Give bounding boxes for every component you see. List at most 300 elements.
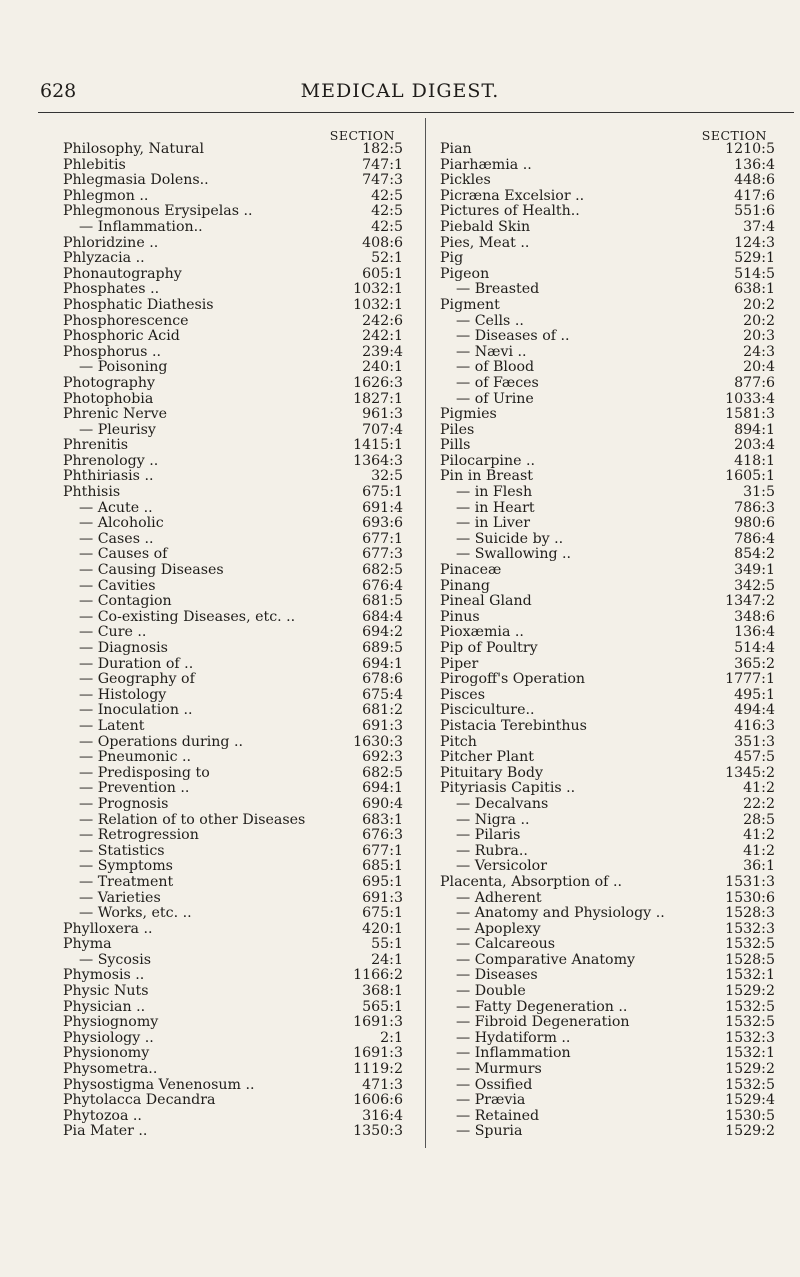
index-entry [63,735,403,751]
index-entry [63,813,403,829]
index-entry [440,236,775,252]
index-entry [63,532,403,548]
section-reference: 1529:2 [725,1123,775,1140]
index-entry [440,953,775,969]
section-reference: 681:5 [362,593,403,610]
section-reference: 1532:3 [725,920,775,937]
index-entry [63,688,403,704]
index-entry [440,158,775,174]
index-term: — Duration of .. [79,656,194,672]
index-term: — Cases .. [79,531,154,547]
section-reference: 1531:3 [725,873,775,890]
section-reference: 695:1 [362,873,403,890]
index-term: — Pleurisy [79,422,156,438]
index-entry [440,423,775,439]
index-term: — Cells .. [456,313,524,329]
section-reference: 448:6 [734,172,775,189]
index-entry [440,407,775,423]
section-reference: 1033:4 [725,390,775,407]
section-reference: 1415:1 [353,437,403,454]
section-reference: 348:6 [734,608,775,625]
index-term: — Acute .. [79,500,153,516]
index-entry [63,953,403,969]
index-term: — Cavities [79,578,156,594]
index-term: Piper [440,656,479,672]
index-entry [63,781,403,797]
index-term: Piarhæmia .. [440,157,532,173]
section-reference: 365:2 [734,655,775,672]
index-entry [63,469,403,485]
index-entry [63,298,403,314]
section-reference: 678:6 [362,671,403,688]
index-entry [440,501,775,517]
section-reference: 877:6 [734,374,775,391]
index-term: — Spuria [456,1124,523,1140]
index-entry [440,594,775,610]
index-entry [63,314,403,330]
index-term: Philosophy, Natural [63,142,204,157]
index-term: — Decalvans [456,796,549,812]
section-reference: 694:1 [362,780,403,797]
section-reference: 2:1 [380,1029,403,1046]
section-reference: 677:1 [362,530,403,547]
index-term: Pigeon [440,266,490,282]
index-term: Phrenology .. [63,453,159,469]
section-reference: 20:2 [743,312,775,329]
index-entry [63,142,403,158]
index-entry [440,906,775,922]
section-reference: 36:1 [743,858,775,875]
index-entry [63,672,403,688]
section-reference: 677:1 [362,842,403,859]
index-term: — Fatty Degeneration .. [456,999,628,1015]
index-term: Pitch [440,734,477,750]
section-reference: 1626:3 [353,374,403,391]
index-term: — Pilaris [456,828,521,844]
index-term: — Causes of [79,547,168,563]
section-reference: 495:1 [734,686,775,703]
section-reference: 681:2 [362,702,403,719]
index-entry [63,501,403,517]
index-entry [440,298,775,314]
index-entry [63,703,403,719]
index-entry [63,189,403,205]
index-entry [63,204,403,220]
index-entry [63,1124,403,1140]
section-reference: 691:3 [362,717,403,734]
index-term: Phrenitis [63,438,129,454]
section-reference: 676:3 [362,827,403,844]
index-entry [63,579,403,595]
section-reference: 28:5 [743,811,775,828]
index-entry [440,142,775,158]
section-reference: 22:2 [743,795,775,812]
section-column-label: SECTION [329,128,395,143]
index-term: — Latent [79,718,145,734]
index-term: — Retained [456,1108,540,1124]
section-reference: 418:1 [734,452,775,469]
index-entry [63,158,403,174]
index-entry [440,1046,775,1062]
index-entries [440,142,775,1140]
index-entry [440,189,775,205]
index-term: — Breasted [456,282,540,298]
section-reference: 408:6 [362,234,403,251]
index-entry [63,485,403,501]
index-term: — Contagion [79,594,172,610]
index-entry [440,376,775,392]
index-term: — Murmurs [456,1062,542,1078]
index-term: — Swallowing .. [456,547,572,563]
index-term: Phonautography [63,266,182,282]
index-term: Phosphates .. [63,282,160,298]
index-entry [63,750,403,766]
index-term: — Varieties [79,890,161,906]
index-entry [63,922,403,938]
section-reference: 565:1 [362,998,403,1015]
section-reference: 1532:5 [725,1014,775,1031]
index-entry [440,844,775,860]
index-term: Pip of Poultry [440,641,538,656]
index-term: Phosphoric Acid [63,329,180,345]
index-term: Phyma [63,937,112,953]
index-term: — Nigra .. [456,812,530,828]
index-term: — Treatment [79,874,174,890]
index-entry [440,797,775,813]
index-entry [63,173,403,189]
section-reference: 1529:4 [725,1092,775,1109]
section-reference: 1529:2 [725,1061,775,1078]
index-term: Pills [440,438,471,454]
index-term: — Adherent [456,890,542,906]
section-reference: 1347:2 [725,593,775,610]
index-entry [440,703,775,719]
index-entry [440,1015,775,1031]
index-entry [63,376,403,392]
index-entry [440,563,775,579]
index-term: — in Liver [456,516,531,532]
section-reference: 683:1 [362,811,403,828]
index-term: Piles [440,422,475,438]
index-term: Phylloxera .. [63,921,153,937]
section-reference: 1532:5 [725,1076,775,1093]
index-entry [63,859,403,875]
index-entry [63,438,403,454]
index-entry [63,392,403,408]
section-reference: 31:5 [743,484,775,501]
index-entry [440,1109,775,1125]
index-term: — Cure .. [79,625,147,641]
index-entry [63,1062,403,1078]
section-reference: 691:4 [362,499,403,516]
index-term: Pioxæmia .. [440,625,524,641]
index-term: Physometra.. [63,1062,158,1078]
index-entry [63,282,403,298]
index-term: Pisces [440,687,485,703]
index-term: — Histology [79,687,167,703]
index-entry [63,1000,403,1016]
index-term: — Geography of [79,672,195,688]
section-reference: 675:1 [362,484,403,501]
section-reference: 514:5 [734,265,775,282]
section-reference: 240:1 [362,359,403,376]
section-reference: 675:4 [362,686,403,703]
section-reference: 677:3 [362,546,403,563]
section-reference: 747:1 [362,156,403,173]
page-number: 628 [40,80,77,102]
index-entry [440,750,775,766]
section-reference: 41:2 [743,780,775,797]
section-reference: 24:3 [743,343,775,360]
index-term: Pictures of Health.. [440,204,580,220]
section-reference: 1210:5 [725,141,775,157]
index-term: — Suicide by .. [456,531,564,547]
index-term: Pinang [440,578,490,594]
index-term: — Apoplexy [456,921,541,937]
section-reference: 42:5 [371,218,403,235]
index-term: — Versicolor [456,859,547,875]
section-reference: 182:5 [362,141,403,157]
index-term: — Works, etc. .. [79,906,192,922]
index-entry [63,797,403,813]
index-entry [63,1109,403,1125]
section-reference: 1345:2 [725,764,775,781]
index-entry [440,875,775,891]
index-term: Pig [440,251,464,267]
index-entry [63,719,403,735]
index-term: — Predisposing to [79,765,210,781]
index-entry [440,1031,775,1047]
section-reference: 203:4 [734,437,775,454]
section-reference: 52:1 [371,250,403,267]
index-term: Physician .. [63,999,146,1015]
section-reference: 675:1 [362,905,403,922]
index-entry [440,392,775,408]
index-term: Phytolacca Decandra [63,1093,216,1109]
section-reference: 551:6 [734,203,775,220]
section-reference: 693:6 [362,515,403,532]
index-term: Phthisis [63,485,121,501]
section-reference: 694:1 [362,655,403,672]
index-entry [63,1093,403,1109]
index-entry [440,859,775,875]
section-reference: 471:3 [362,1076,403,1093]
page-header [0,60,800,100]
index-term: Pia Mater .. [63,1124,148,1140]
index-entry [440,813,775,829]
section-reference: 417:6 [734,187,775,204]
index-entry [440,360,775,376]
index-entry [63,1046,403,1062]
index-term: — Diagnosis [79,641,168,656]
section-reference: 961:3 [362,406,403,423]
index-entry [440,984,775,1000]
index-term: Pituitary Body [440,765,543,781]
index-term: — Prognosis [79,796,169,812]
index-entry [440,1093,775,1109]
index-term: Photophobia [63,391,154,407]
index-term: — Operations during .. [79,734,244,750]
index-term: Pinus [440,609,480,625]
section-reference: 20:4 [743,359,775,376]
index-term: — Calcareous [456,937,556,953]
index-entry [63,766,403,782]
index-term: — of Fæces [456,375,539,391]
index-term: Pineal Gland [440,594,532,610]
section-reference: 689:5 [362,640,403,656]
index-entry [63,657,403,673]
section-reference: 136:4 [734,624,775,641]
index-entry [440,968,775,984]
index-term: — Ossified [456,1077,533,1093]
index-term: Pistacia Terebinthus [440,718,587,734]
section-reference: 242:6 [362,312,403,329]
index-term: — Double [456,984,526,1000]
index-entry [440,204,775,220]
index-term: Placenta, Absorption of .. [440,874,622,890]
section-reference: 676:4 [362,577,403,594]
index-entry [63,594,403,610]
section-reference: 1528:5 [725,951,775,968]
section-reference: 786:4 [734,530,775,547]
index-entry [440,345,775,361]
index-entry [440,735,775,751]
index-entry [63,329,403,345]
index-entry [63,906,403,922]
index-term: Physionomy [63,1046,150,1062]
index-entry [63,407,403,423]
index-entry [63,236,403,252]
index-term: Physiology .. [63,1030,154,1046]
index-entry [440,485,775,501]
section-reference: 980:6 [734,515,775,532]
section-reference: 351:3 [734,733,775,750]
section-reference: 1119:2 [353,1061,403,1078]
section-reference: 1605:1 [725,468,775,485]
index-entry [63,875,403,891]
section-reference: 1532:3 [725,1029,775,1046]
index-entry [440,891,775,907]
section-reference: 747:3 [362,172,403,189]
index-entry [440,688,775,704]
section-reference: 1581:3 [725,406,775,423]
section-reference: 690:4 [362,795,403,812]
section-reference: 529:1 [734,250,775,267]
index-term: Pigment [440,297,500,313]
section-reference: 342:5 [734,577,775,594]
section-reference: 786:3 [734,499,775,516]
index-term: Pickles [440,173,491,189]
section-reference: 1630:3 [353,733,403,750]
section-reference: 316:4 [362,1107,403,1124]
index-term: Pinaceæ [440,563,502,579]
section-reference: 1606:6 [353,1092,403,1109]
index-term: — Alcoholic [79,516,164,532]
index-entry [440,547,775,563]
index-entry [63,563,403,579]
index-term: — Pneumonic .. [79,750,192,766]
index-term: — Inflammation.. [79,219,203,235]
index-entry [63,891,403,907]
index-entry [440,438,775,454]
index-term: Phlegmasia Dolens.. [63,173,209,189]
index-entry [440,657,775,673]
section-reference: 1691:3 [353,1014,403,1031]
section-reference: 32:5 [371,468,403,485]
index-term: — Causing Diseases [79,563,224,579]
index-entry [440,922,775,938]
index-entry [440,719,775,735]
index-term: — Nævi .. [456,344,527,360]
index-term: — of Urine [456,391,534,407]
section-reference: 1529:2 [725,983,775,1000]
section-reference: 694:2 [362,624,403,641]
index-term: Pigmies [440,407,497,423]
header-rule [38,112,794,113]
section-reference: 682:5 [362,764,403,781]
section-reference: 1166:2 [353,967,403,984]
index-term: Phthiriasis .. [63,469,154,485]
index-term: — Rubra.. [456,843,528,859]
index-term: — Prævia [456,1093,526,1109]
index-entry [440,672,775,688]
index-term: Phrenic Nerve [63,407,167,423]
index-entry [440,1078,775,1094]
index-entry [63,844,403,860]
index-term: Photography [63,375,156,391]
index-term: — Inflammation [456,1046,571,1062]
index-entry [63,516,403,532]
index-term: Phloridzine .. [63,235,159,251]
section-reference: 420:1 [362,920,403,937]
index-term: Pies, Meat .. [440,235,530,251]
index-term: — Diseases [456,968,538,984]
index-entry [440,1062,775,1078]
index-entry [440,610,775,626]
column-divider [425,118,426,1148]
index-term: — in Flesh [456,485,533,501]
index-term: Pityriasis Capitis .. [440,781,576,797]
section-reference: 55:1 [371,936,403,953]
index-term: Phosphatic Diathesis [63,297,214,313]
index-entry [63,968,403,984]
section-reference: 457:5 [734,749,775,766]
section-reference: 136:4 [734,156,775,173]
index-term: Phosphorescence [63,313,189,329]
index-entry [440,314,775,330]
section-column-label: SECTION [701,128,767,143]
index-entries [63,142,403,1140]
section-reference: 682:5 [362,562,403,579]
index-entry [440,454,775,470]
index-entry [440,282,775,298]
section-reference: 684:4 [362,608,403,625]
section-reference: 691:3 [362,889,403,906]
index-entry [63,360,403,376]
index-entry [63,1015,403,1031]
index-entry [440,766,775,782]
index-term: Phymosis .. [63,968,145,984]
section-reference: 41:2 [743,827,775,844]
index-entry [440,641,775,657]
section-reference: 514:4 [734,640,775,656]
index-term: — Relation of to other Diseases [79,812,306,828]
index-term: — Statistics [79,843,165,859]
section-reference: 707:4 [362,421,403,438]
index-term: — Symptoms [79,859,173,875]
section-reference: 1528:3 [725,905,775,922]
section-reference: 416:3 [734,717,775,734]
